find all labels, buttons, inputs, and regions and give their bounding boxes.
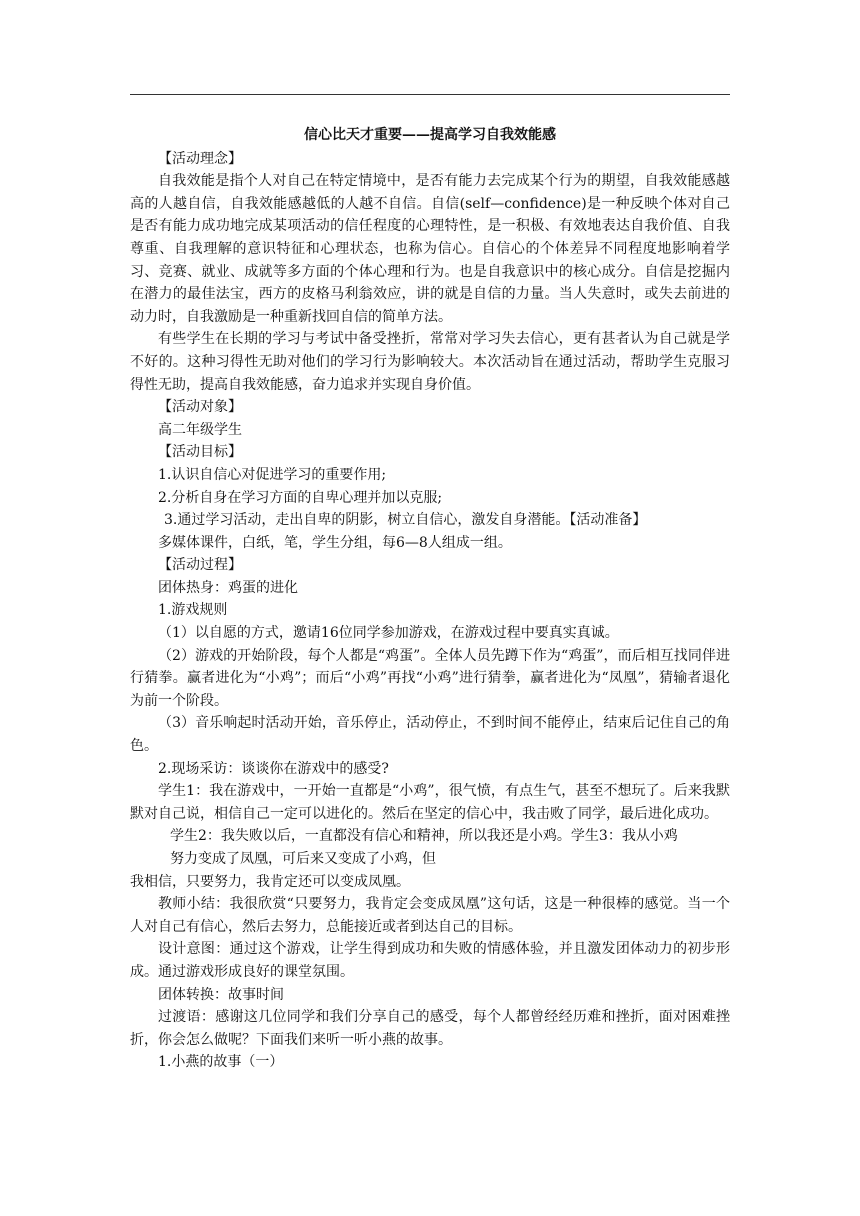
paragraph: 团体热身：鸡蛋的进化 [158, 579, 298, 596]
paragraph: 设计意图：通过这个游戏，让学生得到成功和失败的情感体验，并且激发团体动力的初步形成。通过游戏形成良好的课堂氛围。 [130, 941, 730, 980]
header-rule [130, 94, 730, 95]
list-item: 2.分析自身在学习方面的自卑心理并加以克服; [158, 489, 443, 506]
list-item: 1.游戏规则 [158, 602, 228, 619]
paragraph: 自我效能是指个人对自己在特定情境中，是否有能力去完成某个行为的期望，自我效能感越高的人越自信，自我效能感越低的人越不自信。自信(self—confidence)是一种反映个体对自己是否有能力成功地完成某项活动的信任程度的心理特性，是一积极、有效地表达自我价值、自我尊重、自我理解的意识特征和心理状态，也称为信心。自信心的个体差异不同程度地影响着学习、竞赛、就业、成就等多方面的个体心理和行为。也是自我意识中的核心成分。自信是挖掘内在潜力的最佳法宝，西方的皮格马利翁效应，讲的就是自信的力量。当人失意时，或失去前进的动力时，自我激励是一种重新找回自信的简单方法。 [130, 173, 730, 325]
paragraph: 努力变成了凤凰，可后来又变成了小鸡，但 [170, 851, 436, 867]
document-title: 信心比天才重要——提高学习自我效能感 [304, 127, 556, 143]
paragraph: 团体转换：故事时间 [158, 986, 284, 1003]
section-heading: 【活动过程】 [158, 557, 242, 574]
paragraph: 有些学生在长期的学习与考试中备受挫折，常常对学习失去信心，更有甚者认为自己就是学不好的。这种习得性无助对他们的学习行为影响较大。本次活动旨在通过活动，帮助学生克服习得性无助，提高自我效能感，奋力追求并实现自身价值。 [130, 331, 730, 393]
paragraph: 多媒体课件，白纸，笔，学生分组，每6—8人组成一组。 [158, 534, 512, 551]
list-item: 3.通过学习活动，走出自卑的阴影，树立自信心，激发自身潜能。【活动准备】 [164, 512, 647, 529]
paragraph: 我相信，只要努力，我肯定还可以变成凤凰。 [130, 873, 410, 890]
paragraph: 学生2：我失败以后，一直都没有信心和精神，所以我还是小鸡。学生3：我从小鸡 [170, 828, 678, 845]
paragraph: 学生1：我在游戏中，一开始一直都是“小鸡”，很气愤，有点生气，甚至不想玩了。后来我默默对自己说，相信自己一定可以进化的。然后在坚定的信心中，我击败了同学，最后进化成功。 [130, 783, 730, 822]
list-item: 2.现场采访：谈谈你在游戏中的感受? [158, 760, 389, 777]
list-item: （2）游戏的开始阶段，每个人都是“鸡蛋”。全体人员先蹲下作为“鸡蛋”，而后相互找同伴进行猜拳。赢者进化为“小鸡”；而后“小鸡”再找“小鸡”进行猜拳，赢者进化为“凤凰”，猜输者退化为前一个阶段。 [130, 647, 730, 709]
section-heading: 【活动理念】 [158, 150, 242, 167]
list-item: （1）以自愿的方式，邀请16位同学参加游戏，在游戏过程中要真实真诚。 [158, 625, 619, 642]
list-item: 1.认识自信心对促进学习的重要作用; [158, 466, 387, 483]
paragraph: 教师小结：我很欣赏“只要努力，我肯定会变成凤凰”这句话，这是一种很棒的感觉。当一个人对自己有信心，然后去努力，总能接近或者到达自己的目标。 [130, 896, 730, 935]
section-heading: 【活动目标】 [158, 444, 242, 461]
paragraph: 过渡语：感谢这几位同学和我们分享自己的感受，每个人都曾经经历难和挫折，面对困难挫折，你会怎么做呢？下面我们来听一听小燕的故事。 [130, 1009, 730, 1048]
list-item: 1.小燕的故事（一） [158, 1054, 284, 1071]
list-item: （3）音乐响起时活动开始，音乐停止，活动停止，不到时间不能停止，结束后记住自己的角色。 [130, 715, 730, 755]
paragraph: 高二年级学生 [158, 421, 242, 438]
document-body [130, 124, 730, 1074]
section-heading: 【活动对象】 [158, 399, 242, 416]
